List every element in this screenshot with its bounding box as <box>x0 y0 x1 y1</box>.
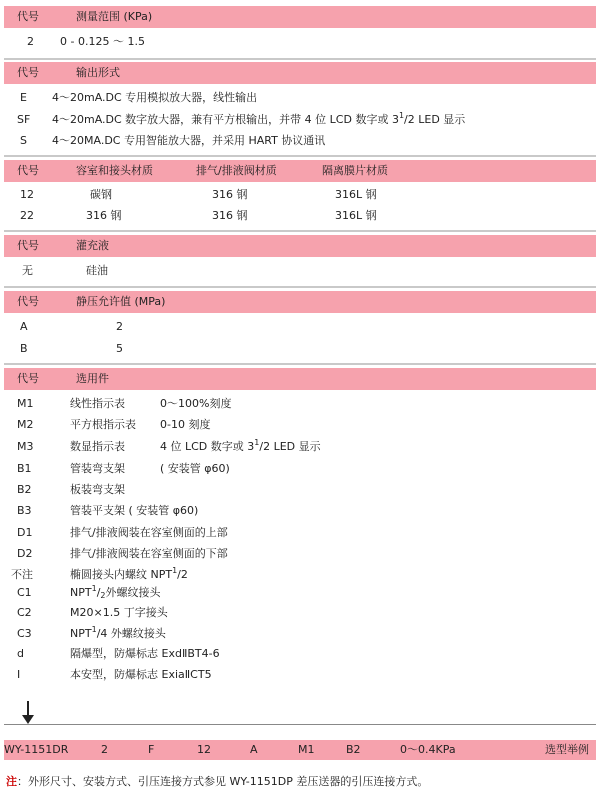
example-static-code: A <box>250 743 258 756</box>
option-name: 管装弯支架 <box>70 462 125 475</box>
options-header-code: 代号 <box>17 372 39 385</box>
option-code: M3 <box>17 440 34 453</box>
output-code-s: S <box>20 134 27 147</box>
option-name: NPT$^1$/4 外螺纹接头 <box>70 625 166 640</box>
material-code: 12 <box>20 188 34 201</box>
option-code: C3 <box>17 627 32 640</box>
fill-header-title: 灌充液 <box>76 239 109 252</box>
option-name: 线性指示表 <box>70 397 125 410</box>
separator <box>4 58 596 60</box>
material-header-b: 排气/排液阀材质 <box>196 164 277 177</box>
option-code: d <box>17 647 24 660</box>
output-header-title: 输出形式 <box>76 66 120 79</box>
example-label: 选型举例 <box>545 743 589 756</box>
option-name: 数显指示表 <box>70 440 125 453</box>
material-a: 316 钢 <box>86 209 122 222</box>
example-range: 0～0.4KPa <box>400 743 456 756</box>
example-option-2: B2 <box>346 743 361 756</box>
material-c: 316L 钢 <box>335 209 377 222</box>
separator <box>4 230 596 232</box>
option-name: 隔爆型，防爆标志 ExdⅡBT4-6 <box>70 647 220 660</box>
range-code: 2 <box>27 35 34 48</box>
static-code: B <box>20 342 28 355</box>
example-model: WY-1151DR <box>4 743 69 756</box>
option-code: M1 <box>17 397 34 410</box>
divider <box>4 724 596 725</box>
option-code: C2 <box>17 606 32 619</box>
down-arrow-icon <box>22 715 34 724</box>
option-code: 不注 <box>11 568 33 581</box>
option-name: 板装弯支架 <box>70 483 125 496</box>
option-detail: 4 位 LCD 数字或 $3^1/2$ LED 显示 <box>160 438 321 453</box>
material-c: 316L 钢 <box>335 188 377 201</box>
option-code: B3 <box>17 504 32 517</box>
option-code: B1 <box>17 462 32 475</box>
separator <box>4 363 596 365</box>
option-detail: ( 安装管 φ60) <box>160 462 230 475</box>
option-name: 平方根指示表 <box>70 418 136 431</box>
option-detail: 0～100%刻度 <box>160 397 232 410</box>
option-detail: 0-10 刻度 <box>160 418 211 431</box>
range-value: 0 - 0.125 ～ 1.5 <box>60 35 145 48</box>
material-b: 316 钢 <box>212 188 248 201</box>
static-header-title: 静压允许值 (MPa) <box>76 295 166 308</box>
material-code: 22 <box>20 209 34 222</box>
example-material-code: 12 <box>197 743 211 756</box>
option-name: 排气/排液阀装在容室侧面的上部 <box>70 526 228 539</box>
range-header-code: 代号 <box>17 10 39 23</box>
static-value: 2 <box>116 320 123 333</box>
static-code: A <box>20 320 28 333</box>
output-text-sf: 4～20mA.DC 数字放大器，兼有平方根输出，并带 4 位 LCD 数字或 $3^1/2$ LED 显示 <box>52 111 466 126</box>
example-output-code: F <box>148 743 155 756</box>
option-name: 本安型，防爆标志 ExiaⅡCT5 <box>70 668 212 681</box>
example-option-1: M1 <box>298 743 315 756</box>
static-header-code: 代号 <box>17 295 39 308</box>
option-name: 椭圆接头内螺纹 NPT$^1$/2 <box>70 566 188 581</box>
output-code-sf: SF <box>17 113 31 126</box>
material-a: 碳钢 <box>90 188 112 201</box>
separator <box>4 155 596 157</box>
fill-header-code: 代号 <box>17 239 39 252</box>
options-header-title: 选用件 <box>76 372 109 385</box>
footnote: 注：外形尺寸、安装方式、引压连接方式参见 WY-1151DP 差压送器的引压连接方式。 <box>6 775 429 788</box>
option-name: 排气/排液阀装在容室侧面的下部 <box>70 547 228 560</box>
range-header-title: 测量范围 (KPa) <box>76 10 153 23</box>
option-name: NPT$^1$/2外螺纹接头 <box>70 584 161 600</box>
output-code-e: E <box>20 91 27 104</box>
option-code: M2 <box>17 418 34 431</box>
static-value: 5 <box>116 342 123 355</box>
separator <box>4 286 596 288</box>
option-name: M20×1.5 丁字接头 <box>70 606 168 619</box>
material-header-code: 代号 <box>17 164 39 177</box>
output-text-s: 4～20MA.DC 专用智能放大器，并采用 HART 协议通讯 <box>52 134 326 147</box>
fill-code: 无 <box>22 264 33 277</box>
output-text-e: 4～20mA.DC 专用模拟放大器，线性输出 <box>52 91 258 104</box>
fill-value: 硅油 <box>86 264 108 277</box>
option-name: 管装平支架 ( 安装管 φ60) <box>70 504 199 517</box>
option-code: C1 <box>17 586 32 599</box>
option-code: D1 <box>17 526 33 539</box>
option-code: D2 <box>17 547 33 560</box>
material-header-c: 隔离膜片材质 <box>322 164 388 177</box>
option-code: I <box>17 668 21 681</box>
material-b: 316 钢 <box>212 209 248 222</box>
example-range-code: 2 <box>101 743 108 756</box>
output-header-code: 代号 <box>17 66 39 79</box>
option-code: B2 <box>17 483 32 496</box>
material-header-a: 容室和接头材质 <box>76 164 153 177</box>
